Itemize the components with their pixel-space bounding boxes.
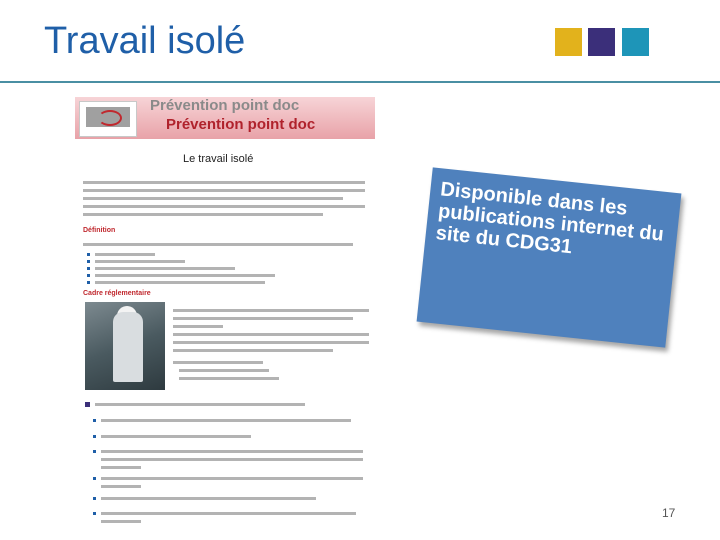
paragraph-line: [83, 213, 323, 216]
list-line: [101, 466, 141, 469]
paragraph-line: [179, 369, 269, 372]
document-header-title: Prévention point doc: [150, 97, 300, 114]
bullet: [93, 419, 96, 422]
bullet: [93, 497, 96, 500]
paragraph-line: [173, 361, 263, 364]
paragraph-line: [83, 181, 365, 184]
bullet: [87, 274, 90, 277]
list-line: [101, 419, 351, 422]
paragraph-line: [173, 341, 369, 344]
accent-square-purple: [588, 28, 615, 56]
bullet: [93, 512, 96, 515]
list-line: [95, 274, 275, 277]
list-line: [101, 485, 141, 488]
list-line: [101, 458, 363, 461]
list-line: [101, 512, 356, 515]
bullet: [93, 450, 96, 453]
bullet: [87, 267, 90, 270]
worker-photo: [85, 302, 165, 390]
bullet: [93, 435, 96, 438]
list-line: [101, 450, 363, 453]
list-line: [95, 267, 235, 270]
bullet: [93, 477, 96, 480]
cdg-logo-icon: [79, 101, 137, 137]
paragraph-line: [83, 189, 365, 192]
list-line: [101, 435, 251, 438]
paragraph-line: [173, 325, 223, 328]
bullet: [87, 281, 90, 284]
list-line: [95, 260, 185, 263]
paragraph-line: [173, 349, 333, 352]
list-line: [101, 477, 363, 480]
document-preview: [75, 97, 375, 537]
list-line: [95, 253, 155, 256]
availability-callout: [417, 167, 682, 347]
accent-square-blue: [622, 28, 649, 56]
list-line: [101, 520, 141, 523]
paragraph-line: [83, 205, 365, 208]
paragraph-line: [173, 317, 353, 320]
accent-square-yellow: [555, 28, 582, 56]
list-line: [101, 497, 316, 500]
document-title: Le travail isolé: [183, 153, 254, 165]
callout-text: Disponible dans les publications internet du site du CDG31: [434, 178, 665, 259]
paragraph-line: [179, 377, 279, 380]
square-bullet: [85, 402, 90, 407]
paragraph-line: [83, 243, 353, 246]
section-heading-cadre: Cadre réglementaire: [83, 290, 151, 297]
slide-title: Travail isolé: [44, 20, 246, 62]
paragraph-line: [173, 309, 369, 312]
title-divider: [0, 81, 720, 83]
bullet: [87, 253, 90, 256]
bullet: [87, 260, 90, 263]
document-header-subtitle: Prévention point doc: [166, 116, 316, 133]
paragraph-line: [95, 403, 305, 406]
paragraph-line: [83, 197, 343, 200]
section-heading-definition: Définition: [83, 227, 116, 234]
document-header: [75, 97, 375, 139]
list-line: [95, 281, 265, 284]
paragraph-line: [173, 333, 369, 336]
page-number: 17: [662, 506, 676, 520]
